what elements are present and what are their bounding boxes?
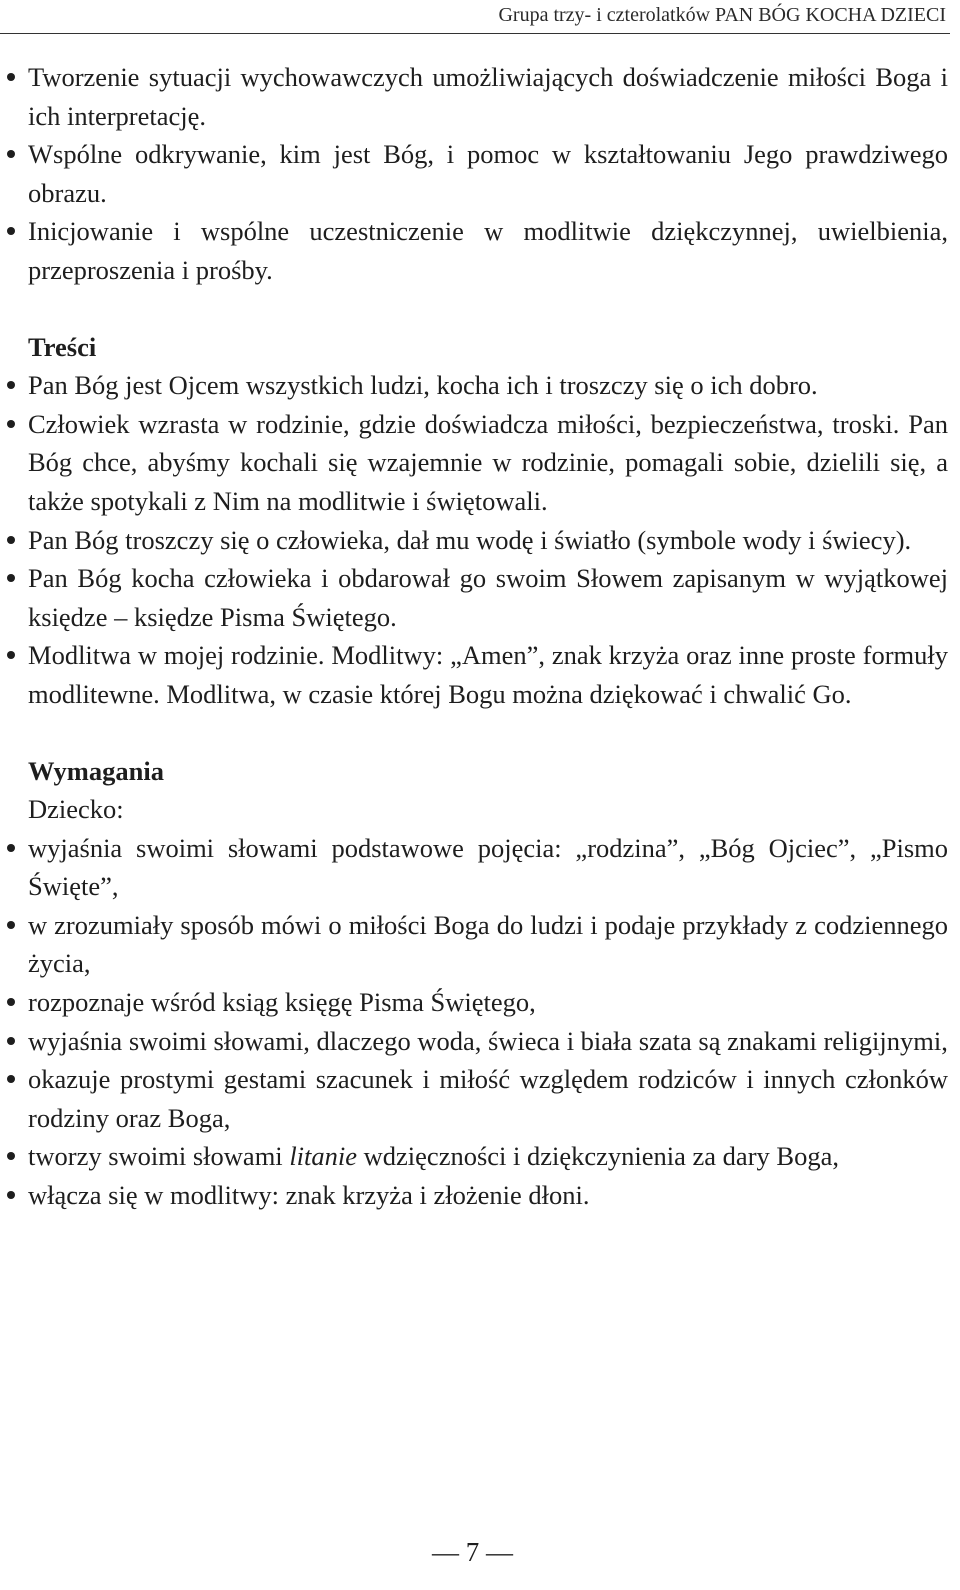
list-item: wyjaśnia swoimi słowami podstawowe pojęcia: „rodzina”, „Bóg Ojciec”, „Pismo Święte”, bbox=[28, 829, 948, 906]
list-item: tworzy swoimi słowami litanie wdzięczności i dziękczynienia za dary Boga, bbox=[28, 1137, 948, 1176]
list-item: włącza się w modlitwy: znak krzyża i złożenie dłoni. bbox=[28, 1176, 948, 1215]
list-item: Tworzenie sytuacji wychowawczych umożliwiających doświadczenie miłości Boga i ich interpretację. bbox=[28, 58, 948, 135]
bullet-icon bbox=[7, 574, 15, 582]
bullet-icon bbox=[7, 921, 15, 929]
bullet-icon bbox=[7, 651, 15, 659]
list-item: Wspólne odkrywanie, kim jest Bóg, i pomoc w kształtowaniu Jego prawdziwego obrazu. bbox=[28, 135, 948, 212]
bullet-icon bbox=[7, 1075, 15, 1083]
header-divider bbox=[0, 33, 950, 34]
list-item: Modlitwa w mojej rodzinie. Modlitwy: „Amen”, znak krzyża oraz inne proste formuły modlitewne. Modlitwa, w czasie której Bogu można dziękować i chwalić Go. bbox=[28, 636, 948, 713]
section-subtitle: Dziecko: bbox=[28, 794, 124, 825]
bullet-icon bbox=[7, 1152, 15, 1160]
bullet-icon bbox=[7, 420, 15, 428]
bullet-icon bbox=[7, 150, 15, 158]
list-item: rozpoznaje wśród ksiąg księgę Pisma Świętego, bbox=[28, 983, 948, 1022]
bullet-icon bbox=[7, 73, 15, 81]
bullet-icon bbox=[7, 1191, 15, 1199]
bullet-icon bbox=[7, 381, 15, 389]
page-content bbox=[28, 58, 948, 1215]
tresci-list bbox=[28, 366, 948, 713]
list-item: okazuje prostymi gestami szacunek i miłość względem rodziców i innych członków rodziny oraz Boga, bbox=[28, 1060, 948, 1137]
list-item: w zrozumiały sposób mówi o miłości Boga do ludzi i podaje przykłady z codziennego życia, bbox=[28, 906, 948, 983]
bullet-icon bbox=[7, 1037, 15, 1045]
bullet-icon bbox=[7, 536, 15, 544]
running-header: Grupa trzy- i czterolatków PAN BÓG KOCHA DZIECI bbox=[498, 4, 946, 26]
list-item: Pan Bóg kocha człowieka i obdarował go swoim Słowem zapisanym w wyjątkowej księdze – księdze Pisma Świętego. bbox=[28, 559, 948, 636]
list-item: wyjaśnia swoimi słowami, dlaczego woda, świeca i biała szata są znakami religijnymi, bbox=[28, 1022, 948, 1061]
list-item: Pan Bóg troszczy się o człowieka, dał mu wodę i światło (symbole wody i świecy). bbox=[28, 521, 948, 560]
section-title-tresci: Treści bbox=[28, 331, 97, 362]
list-item: Pan Bóg jest Ojcem wszystkich ludzi, kocha ich i troszczy się o ich dobro. bbox=[28, 366, 948, 405]
section-title-wymagania: Wymagania bbox=[28, 755, 164, 786]
wymagania-list bbox=[28, 829, 948, 1215]
list-item: Człowiek wzrasta w rodzinie, gdzie doświadcza miłości, bezpieczeństwa, troski. Pan Bóg chce, abyśmy kochali się wzajemnie w rodzinie, pomagali sobie, dzielili się, a także spotykali z Nim na modlitwie i świętowali. bbox=[28, 405, 948, 521]
emphasis-litanie: litanie bbox=[289, 1141, 358, 1172]
list-item: Inicjowanie i wspólne uczestniczenie w modlitwie dziękczynnej, uwielbienia, przeproszenia i prośby. bbox=[28, 212, 948, 289]
page-number: — 7 — bbox=[432, 1537, 513, 1567]
intro-list bbox=[28, 58, 948, 290]
bullet-icon bbox=[7, 844, 15, 852]
bullet-icon bbox=[7, 998, 15, 1006]
bullet-icon bbox=[7, 227, 15, 235]
